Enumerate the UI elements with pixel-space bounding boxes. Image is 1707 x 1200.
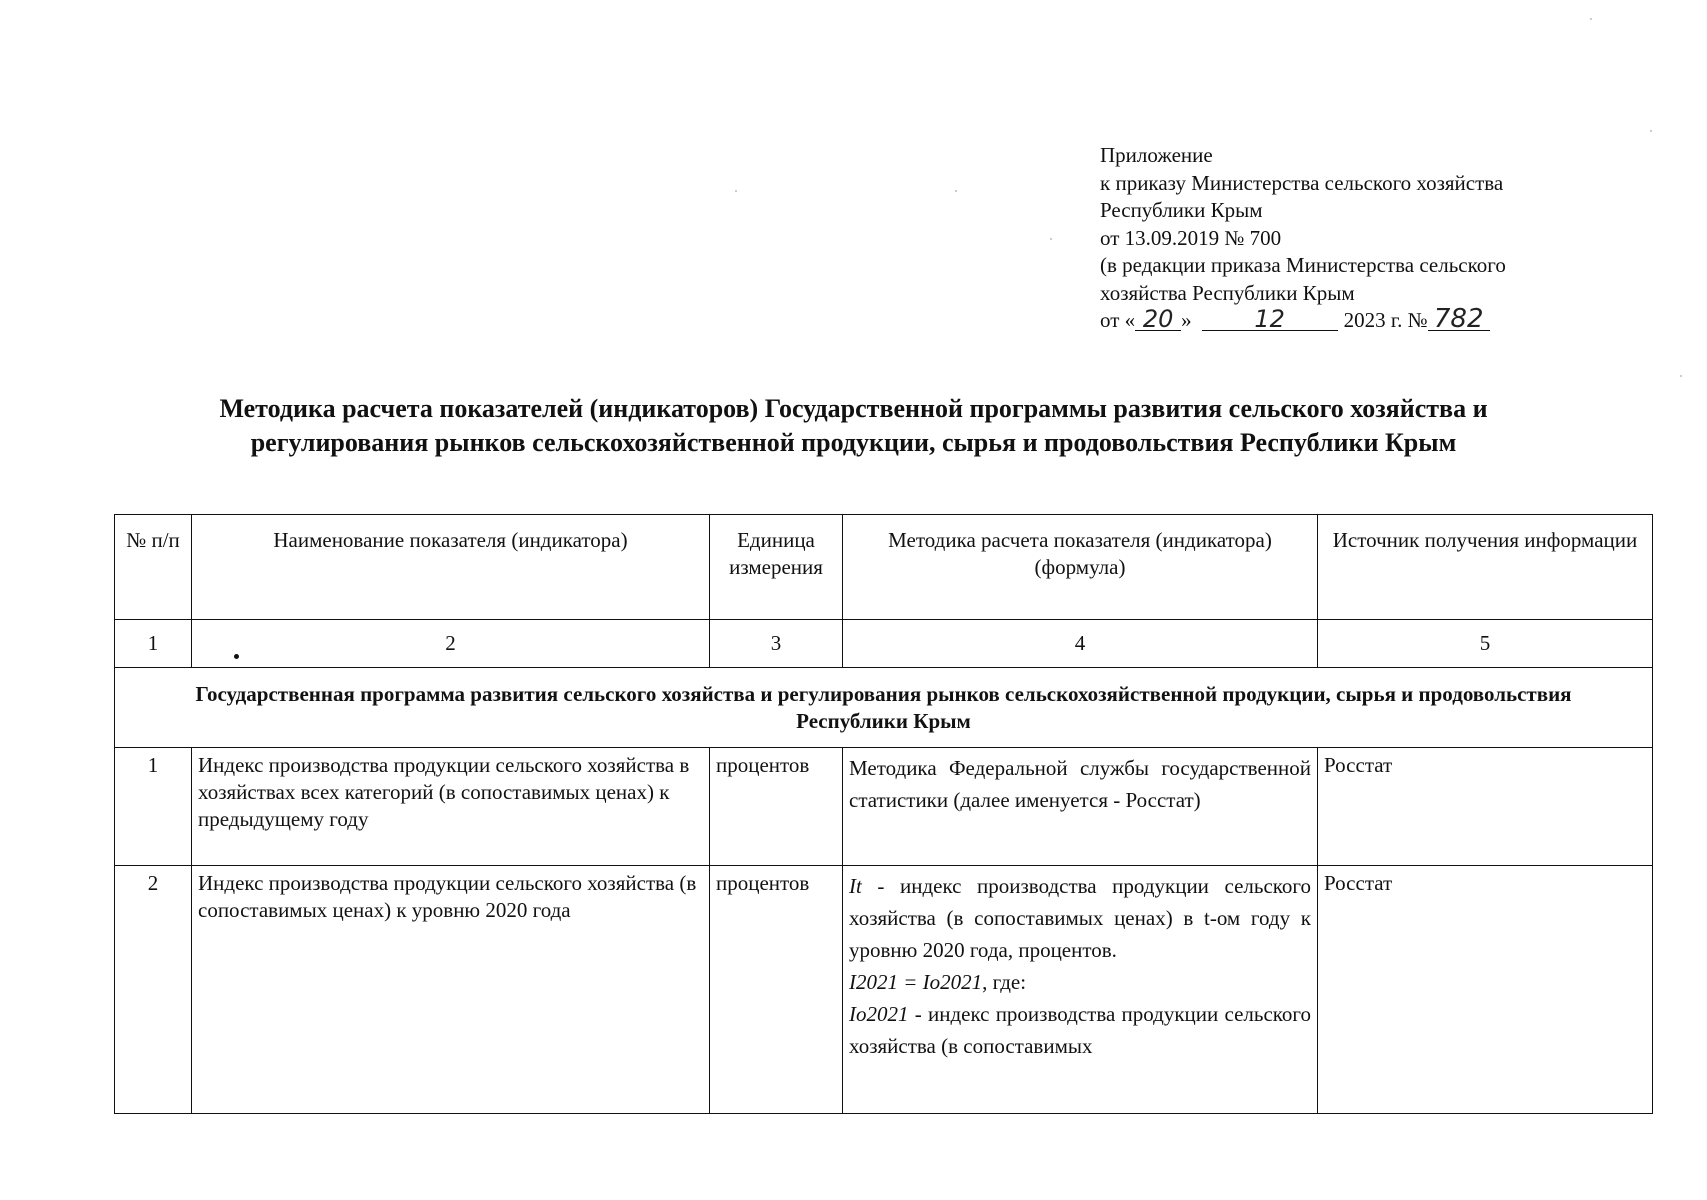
column-number: 1: [115, 620, 192, 668]
scan-speck: [1680, 375, 1682, 377]
column-number-row: [115, 620, 1653, 668]
row-source: Росстат: [1318, 866, 1653, 1114]
handwritten-month: 12: [1202, 308, 1338, 331]
section-row: [115, 668, 1653, 748]
formula: I2021 = Io2021: [849, 970, 983, 994]
title-line: регулирования рынков сельскохозяйственной продукции, сырья и продовольствия Республики Крым: [250, 428, 1457, 457]
approval-line: Республики Крым: [1100, 198, 1263, 222]
method-text: , где:: [982, 970, 1027, 994]
approval-line: к приказу Министерства сельского хозяйства: [1100, 170, 1504, 195]
title-line: Методика расчета показателей (индикаторов) Государственной программы развития сельского хозяйства и: [219, 394, 1488, 423]
date-year: 2023 г. №: [1343, 308, 1428, 332]
column-number: 4: [843, 620, 1318, 668]
section-title: Государственная программа развития сельского хозяйства и регулирования рынков сельскохозяйственной продукции, сырья и продовольствия Республики Крым: [115, 668, 1653, 748]
column-number: 3: [710, 620, 843, 668]
column-number: 2: [192, 620, 710, 668]
table-row: [115, 866, 1653, 1114]
date-prefix: от «: [1100, 308, 1136, 332]
row-unit: процентов: [710, 866, 843, 1114]
method-paragraph: [849, 870, 1311, 966]
approval-line: Приложение: [1100, 143, 1213, 167]
row-unit: процентов: [710, 748, 843, 866]
scan-speck: [1050, 238, 1052, 240]
date-quote: »: [1181, 308, 1192, 332]
table-header-row: [115, 515, 1653, 620]
method-text: - индекс производства продукции сельского хозяйства (в сопоставимых: [849, 1002, 1311, 1058]
indicators-table: [114, 514, 1653, 1114]
stray-dot: [234, 654, 239, 659]
header-method: Методика расчета показателя (индикатора) (формула): [843, 515, 1318, 620]
scan-speck: [735, 190, 737, 192]
row-name: Индекс производства продукции сельского хозяйства (в сопоставимых ценах) к уровню 2020 года: [192, 866, 710, 1114]
approval-line: (в редакции приказа Министерства сельского: [1100, 253, 1506, 277]
header-num: № п/п: [115, 515, 192, 620]
scan-speck: [1590, 18, 1592, 20]
approval-stamp-block: [1100, 142, 1620, 335]
handwritten-day: 20: [1135, 308, 1181, 331]
method-paragraph: [849, 966, 1311, 998]
formula-symbol: Io2021: [849, 1002, 909, 1026]
handwritten-order-number: 782: [1428, 308, 1490, 331]
column-number: 5: [1318, 620, 1653, 668]
row-name: Индекс производства продукции сельского хозяйства в хозяйствах всех категорий (в сопоставимых ценах) к предыдущему году: [192, 748, 710, 866]
scan-speck: [1650, 130, 1652, 132]
row-method: Методика Федеральной службы государственной статистики (далее именуется - Росстат): [843, 748, 1318, 866]
header-source: Источник получения информации: [1318, 515, 1653, 620]
approval-date-line: [1100, 304, 1620, 335]
formula-symbol: It: [849, 874, 862, 898]
document-title: [60, 392, 1647, 460]
row-method: [843, 866, 1318, 1114]
row-num: 1: [115, 748, 192, 866]
approval-line: хозяйства Республики Крым: [1100, 280, 1355, 305]
method-paragraph: [849, 998, 1311, 1062]
header-unit: Единица измерения: [710, 515, 843, 620]
header-name: Наименование показателя (индикатора): [192, 515, 710, 620]
table-row: [115, 748, 1653, 866]
approval-line: от 13.09.2019 № 700: [1100, 225, 1282, 250]
method-text: - индекс производства продукции сельского хозяйства (в сопоставимых ценах) в t-ом году к уровню 2020 года, процентов.: [849, 874, 1311, 962]
row-num: 2: [115, 866, 192, 1114]
row-source: Росстат: [1318, 748, 1653, 866]
scan-speck: [955, 190, 957, 192]
